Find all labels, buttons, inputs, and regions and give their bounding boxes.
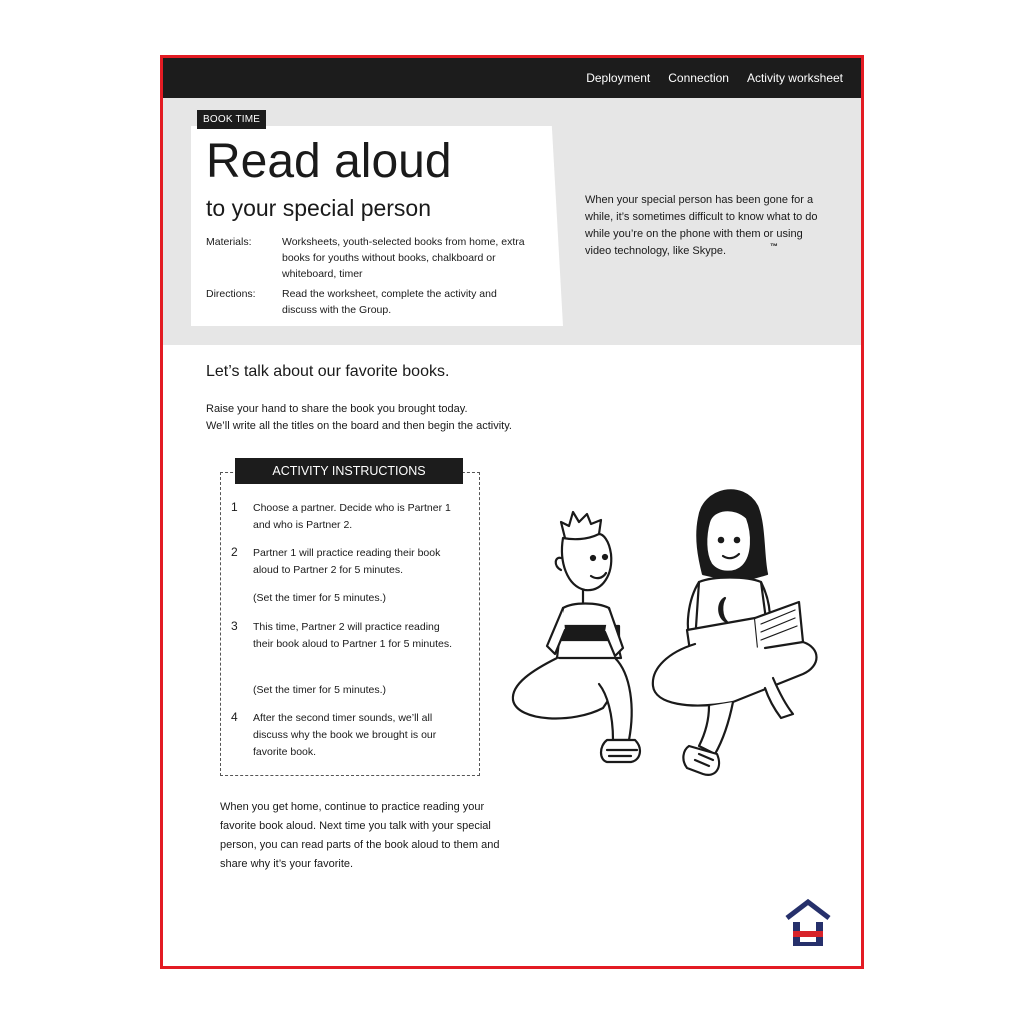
nav-link-activity-worksheet[interactable]: Activity worksheet xyxy=(746,71,843,85)
step-note: (Set the timer for 5 minutes.) xyxy=(253,684,387,696)
trademark-symbol: ™ xyxy=(770,242,778,251)
intro-text: When your special person has been gone for a while, it’s sometimes difficult to know what to do while you’re on the phone with them or using video technology, like Skype. xyxy=(585,194,818,257)
closing-paragraph: When you get home, continue to practice reading your favorite book aloud. Next time you talk with your special person, you can read parts of the book aloud to them and share why it’s your favorite. xyxy=(220,801,500,870)
step-text: Choose a partner. Decide who is Partner 1 and who is Partner 2. xyxy=(253,502,451,531)
directions-text: Read the worksheet, complete the activity and discuss with the Group. xyxy=(282,288,497,316)
two-kids-reading-illustration xyxy=(503,478,843,808)
step-text: Partner 1 will practice reading their book aloud to Partner 2 for 5 minutes. xyxy=(253,547,441,576)
page-title: Read aloud xyxy=(206,135,452,188)
step-note: (Set the timer for 5 minutes.) xyxy=(253,592,387,604)
step-text: After the second timer sounds, we’ll all discuss why the book we brought is our favorite book. xyxy=(253,712,437,758)
step-number: 3 xyxy=(231,619,238,633)
nav-link-deployment[interactable]: Deployment xyxy=(586,71,651,85)
header-section xyxy=(163,98,861,345)
materials-text: Worksheets, youth-selected books from home, extra books for youths without books, chalkboard or whiteboard, timer xyxy=(282,236,525,280)
step-number: 4 xyxy=(231,710,238,724)
step-number: 1 xyxy=(231,500,238,514)
section-intro-line-2: We’ll write all the titles on the board and then begin the activity. xyxy=(206,420,512,432)
step-number: 2 xyxy=(231,545,238,559)
worksheet-page xyxy=(160,55,864,969)
house-logo-icon xyxy=(783,898,833,950)
nav-links xyxy=(586,58,843,98)
materials-label: Materials: xyxy=(206,236,252,248)
section-intro xyxy=(206,401,566,435)
category-badge: BOOK TIME xyxy=(197,110,266,129)
activity-instructions-title: ACTIVITY INSTRUCTIONS xyxy=(235,458,463,484)
section-intro-line-1: Raise your hand to share the book you brought today. xyxy=(206,403,468,415)
step-text: This time, Partner 2 will practice reading their book aloud to Partner 1 for 5 minutes. xyxy=(253,621,453,650)
page-subtitle: to your special person xyxy=(206,195,432,221)
girl-figure xyxy=(653,490,817,775)
boy-figure xyxy=(513,512,640,762)
directions-label: Directions: xyxy=(206,288,256,300)
nav-link-connection[interactable]: Connection xyxy=(668,71,729,85)
section-heading: Let’s talk about our favorite books. xyxy=(206,363,450,380)
top-navigation-bar xyxy=(163,58,861,98)
